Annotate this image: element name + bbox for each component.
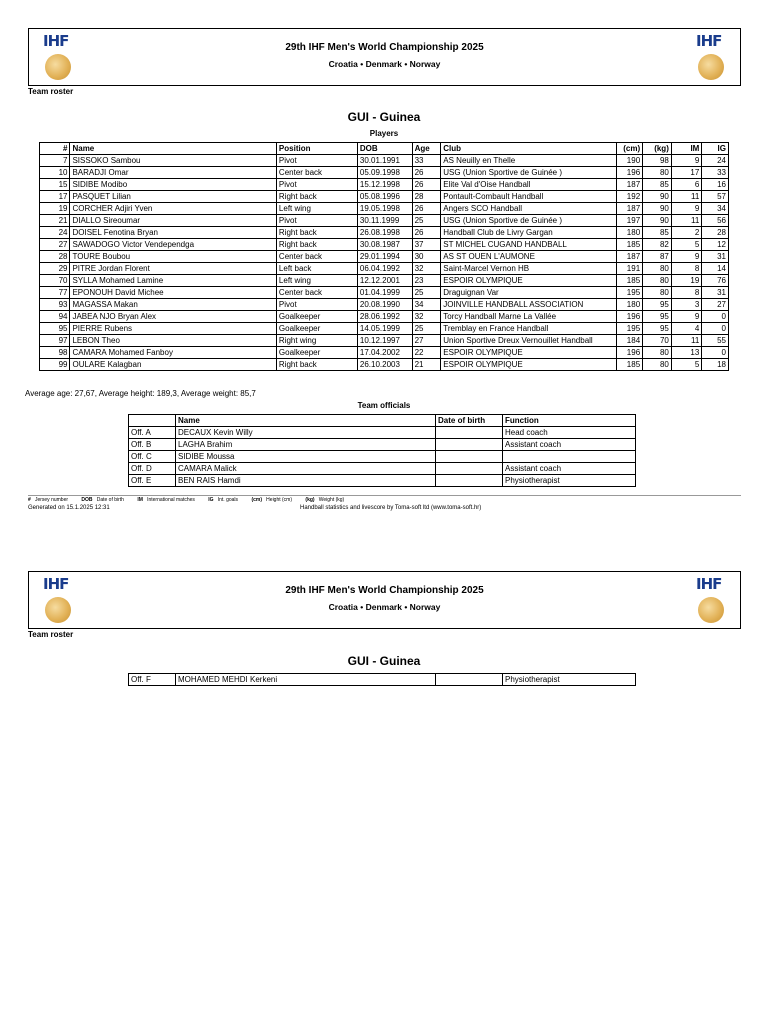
player-weight: 87: [643, 251, 672, 263]
player-dob: 30.11.1999: [357, 215, 412, 227]
player-number: 27: [40, 239, 70, 251]
official-name: SIDIBE Moussa: [176, 451, 436, 463]
player-height: 187: [617, 179, 643, 191]
player-name: SISSOKO Sambou: [70, 155, 276, 167]
player-name: PASQUET Lilian: [70, 191, 276, 203]
official-code: Off. C: [129, 451, 176, 463]
player-position: Pivot: [276, 299, 357, 311]
player-position: Left back: [276, 263, 357, 275]
player-int-goals: 28: [702, 227, 729, 239]
official-name: DECAUX Kevin Willy: [176, 427, 436, 439]
player-row: [40, 299, 729, 311]
player-height: 195: [617, 323, 643, 335]
player-name: SIDIBE Modibo: [70, 179, 276, 191]
player-weight: 95: [643, 299, 672, 311]
col-position: Position: [276, 143, 357, 155]
player-club: AS Neuilly en Thelle: [441, 155, 617, 167]
player-age: 25: [412, 215, 441, 227]
player-int-goals: 55: [702, 335, 729, 347]
player-row: [40, 347, 729, 359]
col-dob: DOB: [357, 143, 412, 155]
player-age: 34: [412, 299, 441, 311]
player-number: 93: [40, 299, 70, 311]
player-number: 97: [40, 335, 70, 347]
player-int-matches: 3: [671, 299, 701, 311]
player-row: [40, 287, 729, 299]
credit-link[interactable]: Handball statistics and livescore by Toma-soft ltd (www.toma-soft.hr): [300, 505, 482, 511]
official-dob: [436, 475, 503, 487]
player-int-matches: 2: [671, 227, 701, 239]
player-age: 22: [412, 347, 441, 359]
player-int-matches: 6: [671, 179, 701, 191]
player-row: [40, 203, 729, 215]
team-title: GUI - Guinea: [347, 654, 421, 668]
player-club: USG (Union Sportive de Guinée ): [441, 215, 617, 227]
player-int-goals: 0: [702, 323, 729, 335]
player-height: 190: [617, 155, 643, 167]
player-club: Handball Club de Livry Gargan: [441, 227, 617, 239]
player-club: Union Sportive Dreux Vernouillet Handball: [441, 335, 617, 347]
player-number: 95: [40, 323, 70, 335]
player-dob: 19.05.1998: [357, 203, 412, 215]
official-row: Off. F MOHAMED MEHDI Kerkeni Physiotherapist: [129, 674, 636, 686]
generated-date: Generated on 15.1.2025 12:31: [28, 505, 110, 511]
official-code: Off. B: [129, 439, 176, 451]
player-number: 70: [40, 275, 70, 287]
team-title: GUI - Guinea: [347, 110, 421, 124]
players-label: Players: [369, 129, 399, 138]
official-name: BEN RAIS Hamdi: [176, 475, 436, 487]
player-weight: 90: [643, 191, 672, 203]
col-age: Age: [412, 143, 441, 155]
player-dob: 10.12.1997: [357, 335, 412, 347]
officials-label: Team officials: [357, 401, 411, 410]
player-position: Center back: [276, 287, 357, 299]
player-club: JOINVILLE HANDBALL ASSOCIATION: [441, 299, 617, 311]
player-position: Right back: [276, 191, 357, 203]
ihf-logo: IHF: [694, 575, 728, 625]
col-club: Club: [441, 143, 617, 155]
player-number: 10: [40, 167, 70, 179]
player-int-matches: 9: [671, 251, 701, 263]
player-int-matches: 19: [671, 275, 701, 287]
player-position: Pivot: [276, 215, 357, 227]
player-weight: 80: [643, 167, 672, 179]
player-dob: 01.04.1999: [357, 287, 412, 299]
player-club: ESPOIR OLYMPIQUE: [441, 359, 617, 371]
player-name: SAWADOGO Victor Vendependga: [70, 239, 276, 251]
player-int-matches: 11: [671, 215, 701, 227]
player-weight: 95: [643, 323, 672, 335]
player-int-goals: 16: [702, 179, 729, 191]
player-weight: 85: [643, 179, 672, 191]
player-dob: 06.04.1992: [357, 263, 412, 275]
player-position: Right back: [276, 227, 357, 239]
player-row: [40, 155, 729, 167]
player-dob: 20.08.1990: [357, 299, 412, 311]
legend: # Jersey number DOB Date of birth IM International matches IG Int. goals (cm) Height (cm) (kg) Weight (kg): [28, 495, 741, 503]
player-club: Elite Val d'Oise Handball: [441, 179, 617, 191]
player-age: 32: [412, 311, 441, 323]
player-weight: 90: [643, 203, 672, 215]
player-name: DOISEL Fenotina Bryan: [70, 227, 276, 239]
official-function: [503, 451, 636, 463]
player-int-goals: 27: [702, 299, 729, 311]
player-int-goals: 31: [702, 287, 729, 299]
championship-hosts: Croatia • Denmark • Norway: [328, 602, 441, 612]
player-name: MAGASSA Makan: [70, 299, 276, 311]
player-row: [40, 311, 729, 323]
player-position: Center back: [276, 167, 357, 179]
player-int-matches: 5: [671, 239, 701, 251]
player-dob: 30.01.1991: [357, 155, 412, 167]
player-row: [40, 191, 729, 203]
page-header: [28, 28, 741, 86]
player-height: 196: [617, 347, 643, 359]
player-weight: 90: [643, 215, 672, 227]
player-club: ST MICHEL CUGAND HANDBALL: [441, 239, 617, 251]
page-header: [28, 571, 741, 629]
player-int-matches: 13: [671, 347, 701, 359]
player-height: 180: [617, 227, 643, 239]
player-row: [40, 215, 729, 227]
player-name: CORCHER Adjiri Yven: [70, 203, 276, 215]
player-age: 26: [412, 167, 441, 179]
player-club: ESPOIR OLYMPIQUE: [441, 347, 617, 359]
player-age: 33: [412, 155, 441, 167]
player-int-matches: 9: [671, 203, 701, 215]
official-row: [129, 427, 636, 439]
roster-label: Team roster: [28, 87, 74, 96]
player-name: SYLLA Mohamed Lamine: [70, 275, 276, 287]
player-int-goals: 76: [702, 275, 729, 287]
player-club: ESPOIR OLYMPIQUE: [441, 275, 617, 287]
player-number: 99: [40, 359, 70, 371]
player-height: 184: [617, 335, 643, 347]
official-dob: [436, 451, 503, 463]
player-name: LEBON Theo: [70, 335, 276, 347]
col-official-name: Name: [176, 415, 436, 427]
officials-header-row: [129, 415, 636, 427]
player-int-matches: 8: [671, 263, 701, 275]
player-height: 191: [617, 263, 643, 275]
player-dob: 12.12.2001: [357, 275, 412, 287]
player-position: Goalkeeper: [276, 311, 357, 323]
player-position: Right wing: [276, 335, 357, 347]
player-height: 187: [617, 251, 643, 263]
player-age: 23: [412, 275, 441, 287]
player-int-goals: 33: [702, 167, 729, 179]
player-weight: 98: [643, 155, 672, 167]
player-height: 185: [617, 359, 643, 371]
player-weight: 82: [643, 239, 672, 251]
col-official-code: [129, 415, 176, 427]
player-club: AS ST OUEN L'AUMONE: [441, 251, 617, 263]
official-code: Off. D: [129, 463, 176, 475]
col-official-function: Function: [503, 415, 636, 427]
player-age: 25: [412, 287, 441, 299]
player-int-goals: 12: [702, 239, 729, 251]
player-height: 187: [617, 203, 643, 215]
player-number: 19: [40, 203, 70, 215]
player-row: [40, 227, 729, 239]
official-dob: [436, 427, 503, 439]
col-weight: (kg): [643, 143, 672, 155]
player-dob: 17.04.2002: [357, 347, 412, 359]
player-height: 196: [617, 311, 643, 323]
official-row: [129, 451, 636, 463]
officials-table: [128, 414, 636, 487]
player-height: 185: [617, 239, 643, 251]
col-name: Name: [70, 143, 276, 155]
player-club: Pontault-Combault Handball: [441, 191, 617, 203]
player-int-matches: 11: [671, 335, 701, 347]
player-height: 180: [617, 299, 643, 311]
player-int-matches: 5: [671, 359, 701, 371]
ihf-logo: IHF: [41, 32, 75, 82]
player-number: 21: [40, 215, 70, 227]
player-name: BARADJI Omar: [70, 167, 276, 179]
players-table: [39, 142, 729, 371]
player-name: PIERRE Rubens: [70, 323, 276, 335]
official-function: Head coach: [503, 427, 636, 439]
player-club: Angers SCO Handball: [441, 203, 617, 215]
player-int-goals: 24: [702, 155, 729, 167]
player-name: OULARE Kalagban: [70, 359, 276, 371]
official-name: LAGHA Brahim: [176, 439, 436, 451]
player-name: PITRE Jordan Florent: [70, 263, 276, 275]
player-row: [40, 263, 729, 275]
player-row: [40, 323, 729, 335]
player-position: Right back: [276, 359, 357, 371]
official-row: [129, 439, 636, 451]
player-club: Saint-Marcel Vernon HB: [441, 263, 617, 275]
player-weight: 80: [643, 275, 672, 287]
player-dob: 14.05.1999: [357, 323, 412, 335]
player-weight: 85: [643, 227, 672, 239]
players-header-row: [40, 143, 729, 155]
player-number: 17: [40, 191, 70, 203]
official-function: Physiotherapist: [503, 475, 636, 487]
player-dob: 26.10.2003: [357, 359, 412, 371]
player-number: 98: [40, 347, 70, 359]
player-int-matches: 4: [671, 323, 701, 335]
player-row: [40, 275, 729, 287]
player-club: Torcy Handball Marne La Vallée: [441, 311, 617, 323]
player-int-goals: 14: [702, 263, 729, 275]
player-age: 32: [412, 263, 441, 275]
player-weight: 80: [643, 359, 672, 371]
player-row: [40, 251, 729, 263]
player-int-goals: 56: [702, 215, 729, 227]
player-position: Left wing: [276, 203, 357, 215]
player-int-goals: 34: [702, 203, 729, 215]
player-int-goals: 18: [702, 359, 729, 371]
player-number: 24: [40, 227, 70, 239]
player-int-goals: 0: [702, 347, 729, 359]
player-weight: 95: [643, 311, 672, 323]
player-number: 15: [40, 179, 70, 191]
official-code: Off. E: [129, 475, 176, 487]
official-row: [129, 463, 636, 475]
player-int-matches: 9: [671, 311, 701, 323]
player-age: 25: [412, 323, 441, 335]
player-int-goals: 31: [702, 251, 729, 263]
player-row: [40, 167, 729, 179]
player-row: [40, 239, 729, 251]
player-row: [40, 359, 729, 371]
player-weight: 70: [643, 335, 672, 347]
player-height: 197: [617, 215, 643, 227]
player-age: 37: [412, 239, 441, 251]
player-position: Pivot: [276, 179, 357, 191]
player-dob: 26.08.1998: [357, 227, 412, 239]
player-int-matches: 9: [671, 155, 701, 167]
player-age: 27: [412, 335, 441, 347]
player-age: 26: [412, 227, 441, 239]
handball-icon: [698, 54, 724, 80]
col-number: #: [40, 143, 70, 155]
championship-hosts: Croatia • Denmark • Norway: [328, 59, 441, 69]
player-height: 195: [617, 287, 643, 299]
player-int-matches: 11: [671, 191, 701, 203]
player-club: Tremblay en France Handball: [441, 323, 617, 335]
player-position: Goalkeeper: [276, 347, 357, 359]
player-club: Draguignan Var: [441, 287, 617, 299]
player-weight: 80: [643, 287, 672, 299]
player-height: 192: [617, 191, 643, 203]
official-row: [129, 475, 636, 487]
player-weight: 80: [643, 263, 672, 275]
championship-title: 29th IHF Men's World Championship 2025: [285, 42, 484, 53]
player-dob: 05.09.1998: [357, 167, 412, 179]
player-weight: 80: [643, 347, 672, 359]
player-number: 77: [40, 287, 70, 299]
player-dob: 28.06.1992: [357, 311, 412, 323]
player-number: 94: [40, 311, 70, 323]
official-function: Assistant coach: [503, 439, 636, 451]
col-height: (cm): [617, 143, 643, 155]
player-position: Goalkeeper: [276, 323, 357, 335]
player-age: 30: [412, 251, 441, 263]
player-name: TOURE Boubou: [70, 251, 276, 263]
player-row: [40, 179, 729, 191]
player-height: 185: [617, 275, 643, 287]
player-age: 26: [412, 203, 441, 215]
player-number: 29: [40, 263, 70, 275]
player-club: USG (Union Sportive de Guinée ): [441, 167, 617, 179]
player-name: CAMARA Mohamed Fanboy: [70, 347, 276, 359]
player-dob: 15.12.1998: [357, 179, 412, 191]
player-name: DIALLO Sireoumar: [70, 215, 276, 227]
player-int-matches: 8: [671, 287, 701, 299]
player-int-goals: 57: [702, 191, 729, 203]
ihf-logo: IHF: [694, 32, 728, 82]
handball-icon: [698, 597, 724, 623]
player-age: 28: [412, 191, 441, 203]
ihf-logo: IHF: [41, 575, 75, 625]
player-dob: 29.01.1994: [357, 251, 412, 263]
official-dob: [436, 463, 503, 475]
player-dob: 05.08.1996: [357, 191, 412, 203]
player-number: 28: [40, 251, 70, 263]
official-function: Assistant coach: [503, 463, 636, 475]
player-age: 26: [412, 179, 441, 191]
roster-label: Team roster: [28, 630, 74, 639]
player-height: 196: [617, 167, 643, 179]
col-int-matches: IM: [671, 143, 701, 155]
player-position: Pivot: [276, 155, 357, 167]
player-age: 21: [412, 359, 441, 371]
championship-title: 29th IHF Men's World Championship 2025: [285, 585, 484, 596]
player-position: Center back: [276, 251, 357, 263]
player-position: Left wing: [276, 275, 357, 287]
player-position: Right back: [276, 239, 357, 251]
player-name: JABEA NJO Bryan Alex: [70, 311, 276, 323]
player-dob: 30.08.1987: [357, 239, 412, 251]
official-name: CAMARA Malick: [176, 463, 436, 475]
player-int-matches: 17: [671, 167, 701, 179]
officials-table-continued: [128, 673, 636, 686]
official-code: Off. A: [129, 427, 176, 439]
player-number: 7: [40, 155, 70, 167]
player-row: [40, 335, 729, 347]
player-name: EPONOUH David Michee: [70, 287, 276, 299]
col-int-goals: IG: [702, 143, 729, 155]
official-dob: [436, 439, 503, 451]
col-official-dob: Date of birth: [436, 415, 503, 427]
player-int-goals: 0: [702, 311, 729, 323]
team-averages: Average age: 27,67, Average height: 189,3, Average weight: 85,7: [25, 389, 256, 398]
